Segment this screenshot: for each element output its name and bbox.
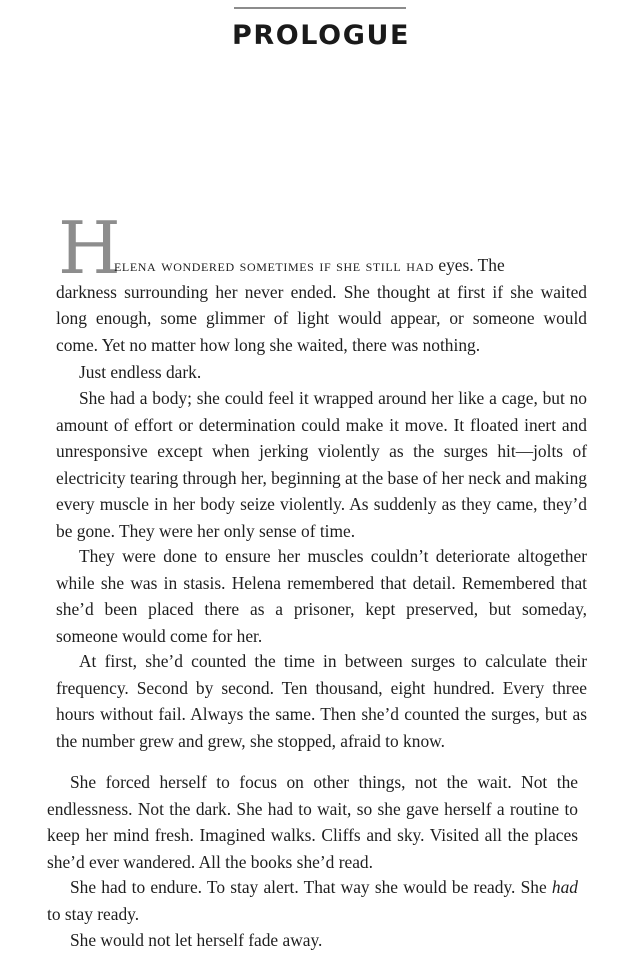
chapter-rule [234, 7, 406, 9]
drop-cap: H [58, 206, 121, 290]
chapter-title: PROLOGUE [231, 20, 411, 51]
paragraph [47, 874, 578, 927]
paragraph: She would not let herself fade away. [70, 930, 323, 950]
opening-first-line [56, 252, 587, 279]
opening-paragraph [56, 252, 587, 358]
opening-small-caps: elena wondered sometimes if she still had [114, 255, 434, 275]
paragraph: She forced herself to focus on other things, not the wait. Not the endlessness. Not the dark. She had to wait, so she gave herself a routine to keep her mind fresh. Imagined walks. Cliffs and sky. Visited all the places she’d ever wandered. All the books she’d read. [47, 772, 578, 872]
opening-first-line-rest: eyes. The [434, 255, 505, 275]
paragraph-text: She had to endure. To stay alert. That way she would be ready. She [70, 877, 547, 897]
emphasis-word: had [551, 877, 578, 897]
opening-rest: darkness surrounding her never ended. She thought at first if she waited long enough, some glimmer of light would appear, or someone would come. Yet no matter how long she waited, there was nothing. [56, 281, 587, 355]
paragraph-text-end: to stay ready. [47, 903, 140, 924]
paragraph: They were done to ensure her muscles couldn’t deteriorate altogether while she was in stasis. Helena remembered that detail. Remembered that she’d been placed there as a prisoner, kept preserved, but someday, someone would come for her. [56, 546, 587, 646]
paragraph: At first, she’d counted the time in between surges to calculate their frequency. Second by second. Ten thousand, eight hundred. Every three hours without fail. Always the same. Then she’d counted the surges, but as the number grew and grew, she stopped, afraid to know. [56, 651, 587, 751]
paragraph: She had a body; she could feel it wrapped around her like a cage, but no amount of effort or determination could make it move. It floated inert and unresponsive except when jerking violently as the surges hit—jolts of electricity tearing through her, beginning at the base of her neck and making every muscle in her body seize violently. As suddenly as they came, they’d be gone. They were her only sense of time. [56, 388, 587, 541]
paragraph: Just endless dark. [79, 362, 202, 382]
